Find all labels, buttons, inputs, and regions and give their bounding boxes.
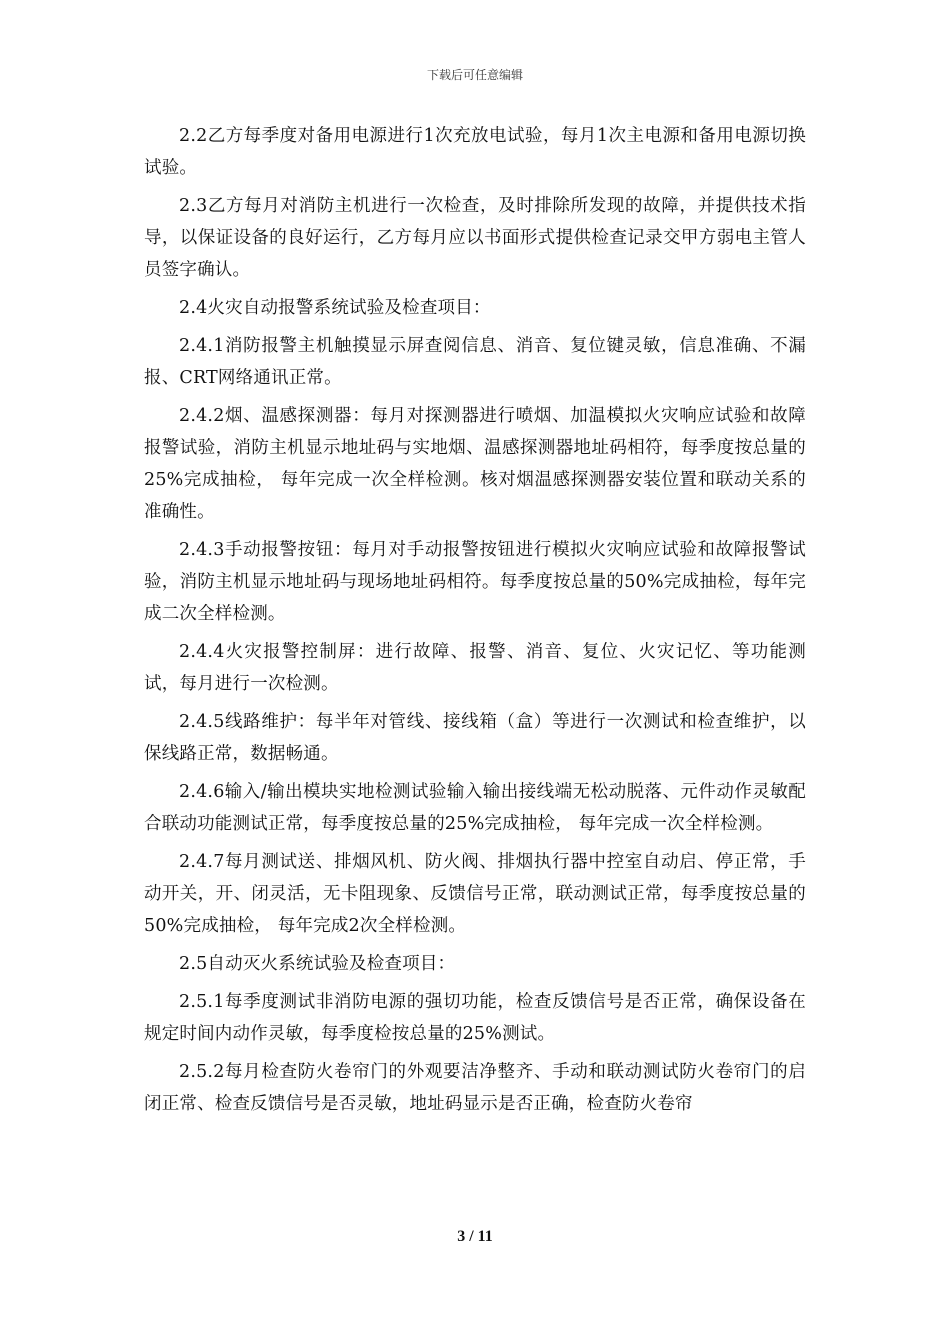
- paragraph-2-4-5: 2.4.5线路维护：每半年对管线、接线箱（盒）等进行一次测试和检查维护，以保线路正常，数据畅通。: [144, 712, 806, 764]
- paragraph-2-5-heading: 2.5自动灭火系统试验及检查项目：: [179, 954, 456, 974]
- page-number: 3 / 11: [457, 1228, 493, 1245]
- paragraph-2-2: 2.2乙方每季度对备用电源进行1次充放电试验，每月1次主电源和备用电源切换试验。: [144, 126, 806, 178]
- paragraph-2-4-3: 2.4.3手动报警按钮：每月对手动报警按钮进行模拟火灾响应试验和故障报警试验，消防主机显示地址码与现场地址码相符。每季度按总量的50%完成抽检，每年完成二次全样检测。: [144, 540, 806, 624]
- paragraph-2-4-7: 2.4.7每月测试送、排烟风机、防火阀、排烟执行器中控室自动启、停正常，手动开关，开、闭灵活，无卡阻现象、反馈信号正常，联动测试正常，每季度按总量的50%完成抽检， 每年完成2次全样检测。: [144, 852, 806, 936]
- document-body: [144, 120, 806, 1126]
- paragraph-2-4-1: 2.4.1消防报警主机触摸显示屏查阅信息、消音、复位键灵敏，信息准确、不漏报、CRT网络通讯正常。: [144, 336, 806, 388]
- paragraph-2-4-6: 2.4.6输入/输出模块实地检测试验输入输出接线端无松动脱落、元件动作灵敏配合联动功能测试正常，每季度按总量的25%完成抽检， 每年完成一次全样检测。: [144, 782, 806, 834]
- paragraph-2-4-heading: 2.4火灾自动报警系统试验及检查项目：: [179, 298, 491, 318]
- paragraph-2-5-2: 2.5.2每月检查防火卷帘门的外观要洁净整齐、手动和联动测试防火卷帘门的启闭正常、检查反馈信号是否灵敏，地址码显示是否正确，检查防火卷帘: [144, 1062, 806, 1114]
- paragraph-2-3: 2.3乙方每月对消防主机进行一次检查，及时排除所发现的故障，并提供技术指导，以保证设备的良好运行，乙方每月应以书面形式提供检查记录交甲方弱电主管人员签字确认。: [144, 196, 806, 280]
- paragraph-2-4-4: 2.4.4火灾报警控制屏：进行故障、报警、消音、复位、火灾记忆、等功能测试，每月进行一次检测。: [144, 642, 806, 694]
- page-header-note: 下载后可任意编辑: [426, 68, 523, 82]
- paragraph-2-5-1: 2.5.1每季度测试非消防电源的强切功能，检查反馈信号是否正常，确保设备在规定时间内动作灵敏，每季度检按总量的25%测试。: [144, 992, 806, 1044]
- paragraph-2-4-2: 2.4.2烟、温感探测器：每月对探测器进行喷烟、加温模拟火灾响应试验和故障报警试验，消防主机显示地址码与实地烟、温感探测器地址码相符，每季度按总量的25%完成抽检， 每年完成一次全样检测。核对烟温感探测器安装位置和联动关系的准确性。: [144, 406, 806, 522]
